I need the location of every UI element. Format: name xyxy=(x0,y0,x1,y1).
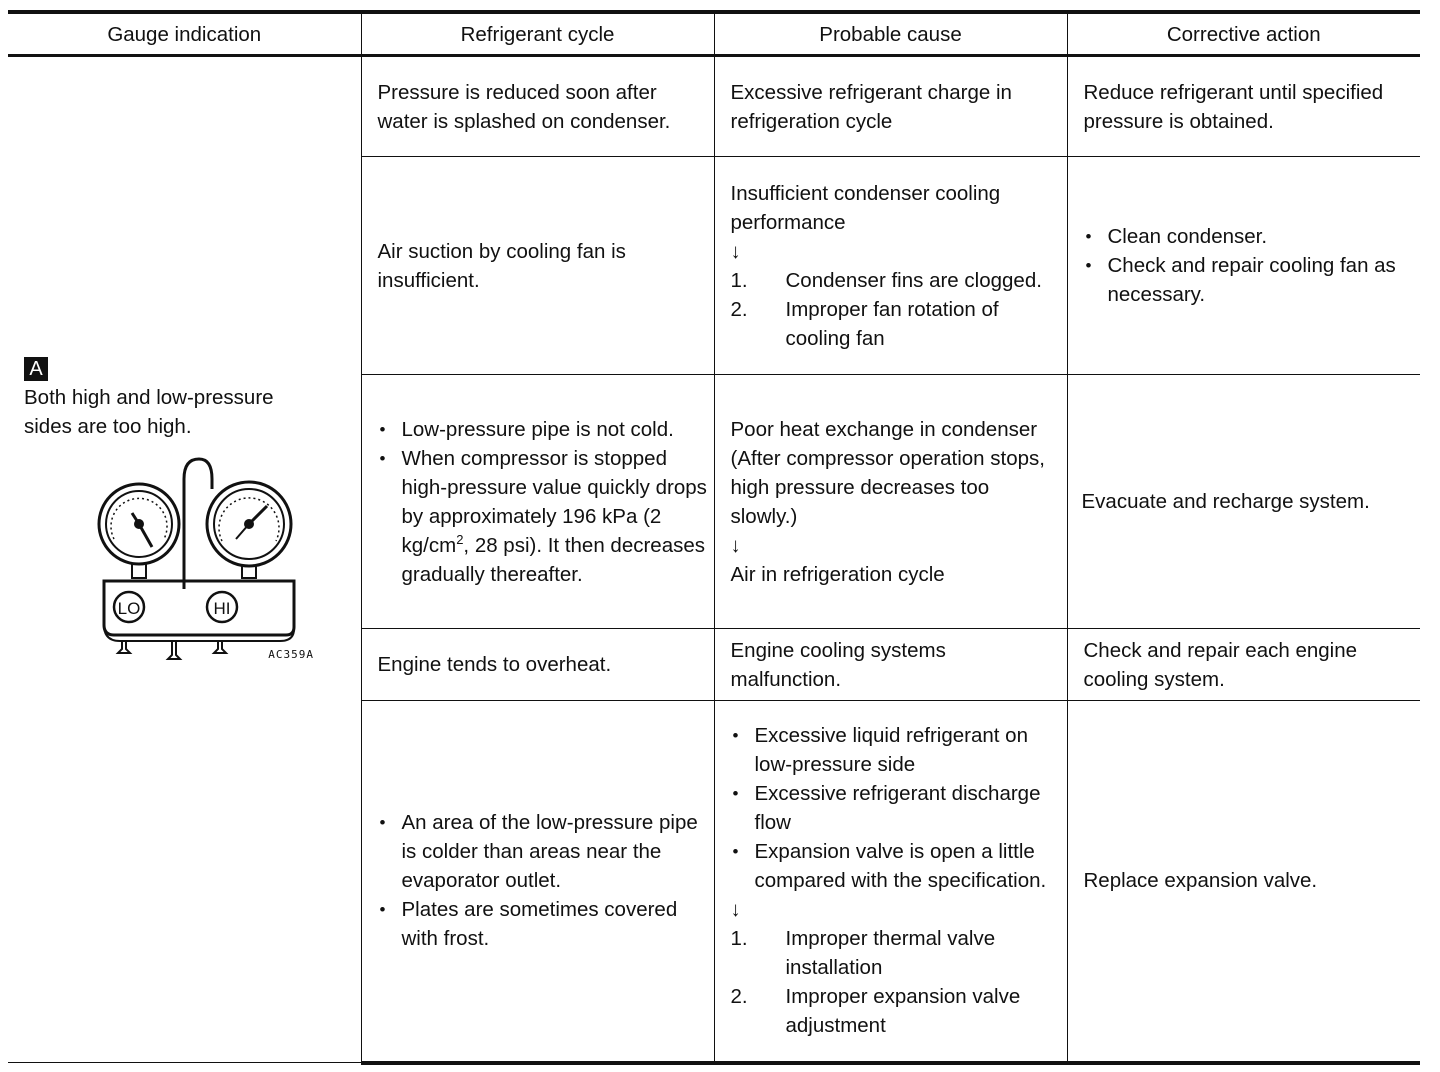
diagnosis-table xyxy=(8,10,1420,1065)
manifold-gauge-icon xyxy=(84,449,314,669)
row5-cause-list xyxy=(731,924,1061,1040)
list-item: • Clean condenser. xyxy=(1084,222,1415,251)
row2-cause: Insufficient condenser cooling performance ↓ 1. Condenser fins are clogged. 2. Improper fan rotation of cooling fan xyxy=(714,157,1067,375)
row2-action xyxy=(1067,157,1420,375)
manifold-gauge-illustration xyxy=(84,449,314,669)
row1-cycle: Pressure is reduced soon after water is splashed on condenser. xyxy=(361,56,714,157)
row1-cause: Excessive refrigerant charge in refrigeration cycle xyxy=(714,56,1067,157)
table-row xyxy=(8,56,1420,157)
hi-knob-label: HI xyxy=(213,599,231,618)
gauge-indication-cell xyxy=(8,56,361,1063)
row3-cause: Poor heat exchange in condenser (After compressor operation stops, high pressure decreases too slowly.) ↓ Air in refrigeration cycle xyxy=(714,375,1067,629)
down-arrow-icon: ↓ xyxy=(730,533,741,557)
list-item: • Excessive refrigerant discharge flow xyxy=(731,779,1061,837)
list-item: 2. Improper expansion valve adjustment xyxy=(730,985,1021,1038)
list-item: 1. Improper thermal valve installation xyxy=(730,927,996,980)
row3-action: Evacuate and recharge system. xyxy=(1067,375,1420,629)
row5-cycle xyxy=(361,701,714,1063)
figure-code: AC359A xyxy=(268,648,314,661)
down-arrow-icon: ↓ xyxy=(730,898,741,922)
row4-action: Check and repair each engine cooling system. xyxy=(1067,629,1420,701)
diagnosis-table-container xyxy=(8,10,1420,1065)
list-item: • When compressor is stopped high-pressure value quickly drops by approximately 196 kPa (2 $kg/cm^2$, 28 psi). It then decreases gradually thereafter. xyxy=(378,444,708,589)
list-item: 1. Condenser fins are clogged. xyxy=(730,268,1042,292)
row4-cycle: Engine tends to overheat. xyxy=(361,629,714,701)
down-arrow-icon: ↓ xyxy=(730,239,741,263)
header-refrigerant-cycle: Refrigerant cycle xyxy=(361,12,714,56)
row2-cause-list xyxy=(731,266,1061,353)
list-item: • Check and repair cooling fan as necessary. xyxy=(1084,251,1415,309)
row5-cycle-list xyxy=(378,808,708,953)
row2-cycle: Air suction by cooling fan is insufficient. xyxy=(361,157,714,375)
list-item: • An area of the low-pressure pipe is colder than areas near the evaporator outlet. xyxy=(378,808,708,895)
lo-knob-label: LO xyxy=(117,599,141,618)
gauge-description: Both high and low-pressure sides are too high. xyxy=(24,386,274,438)
row1-action: Reduce refrigerant until specified pressure is obtained. xyxy=(1067,56,1420,157)
list-item: • Plates are sometimes covered with frost. xyxy=(378,895,708,953)
list-item: 2. Improper fan rotation of cooling fan xyxy=(730,297,999,350)
row5-action: Replace expansion valve. xyxy=(1067,701,1420,1063)
row5-cause-bullets xyxy=(731,721,1061,895)
header-row xyxy=(8,12,1420,56)
list-item: • Low-pressure pipe is not cold. xyxy=(378,415,708,444)
list-item: • Expansion valve is open a little compared with the specification. xyxy=(731,837,1061,895)
header-corrective-action: Corrective action xyxy=(1067,12,1420,56)
gauge-badge: A xyxy=(24,357,48,381)
row3-cycle-list xyxy=(378,415,708,589)
row2-action-list xyxy=(1084,222,1415,309)
header-probable-cause: Probable cause xyxy=(714,12,1067,56)
row5-cause xyxy=(714,701,1067,1063)
row3-cycle xyxy=(361,375,714,629)
row4-cause: Engine cooling systems malfunction. xyxy=(714,629,1067,701)
header-gauge-indication: Gauge indication xyxy=(8,12,361,56)
list-item: • Excessive liquid refrigerant on low-pressure side xyxy=(731,721,1061,779)
